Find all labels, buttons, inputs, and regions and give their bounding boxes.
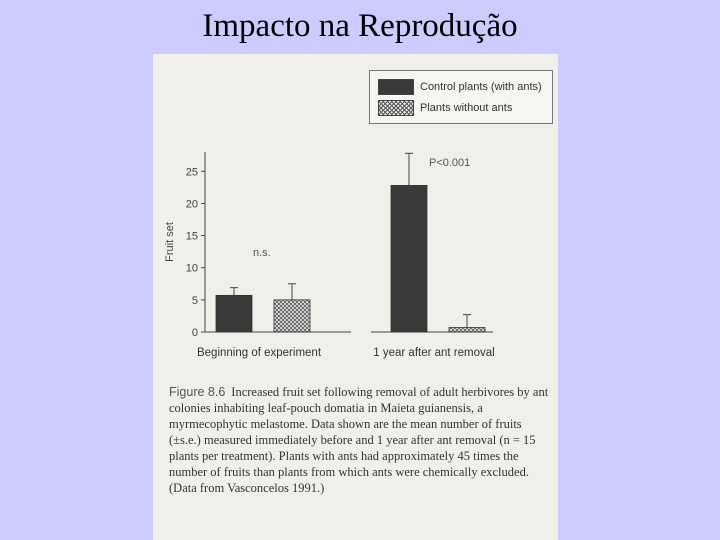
bar-chart	[153, 54, 558, 374]
bar-without-ants	[449, 328, 485, 333]
figure-number: Figure 8.6	[169, 385, 226, 399]
y-tick-label: 25	[185, 166, 198, 179]
y-tick-label: 10	[185, 262, 198, 275]
bar-control	[391, 185, 427, 332]
legend-label-without-ants: Plants without ants	[420, 102, 513, 114]
y-tick-label: 5	[191, 294, 198, 307]
scanned-figure	[153, 54, 558, 540]
x-category-label: 1 year after ant removal	[373, 347, 495, 359]
legend-label-control: Control plants (with ants)	[420, 81, 542, 93]
annotation-p-value: P<0.001	[429, 157, 471, 169]
figure-caption	[169, 384, 553, 496]
y-tick-label: 0	[191, 327, 198, 339]
y-axis-label: Fruit set	[164, 222, 176, 262]
bar-control	[216, 295, 252, 332]
annotation-ns: n.s.	[253, 247, 271, 259]
y-tick-label: 20	[185, 198, 198, 211]
x-category-label: Beginning of experiment	[196, 347, 322, 359]
bar-without-ants	[274, 300, 310, 332]
y-tick-label: 15	[185, 230, 198, 243]
slide-title: Impacto na Reprodução	[202, 8, 518, 44]
figure-caption-text: Increased fruit set following removal of adult herbivores by ant colonies inhabiting leaf-pouch domatia in Maieta guianensis, a myrmecophytic melastome. Data shown are the mean number of fruits (±s.e.) measured immediately before and 1 year after ant removal (n = 15 plants per treatment). Plants with ants had approximately 45 times the number of fruits than plants from which ants were chemically excluded. (Data from Vasconcelos 1991.)	[169, 385, 549, 495]
